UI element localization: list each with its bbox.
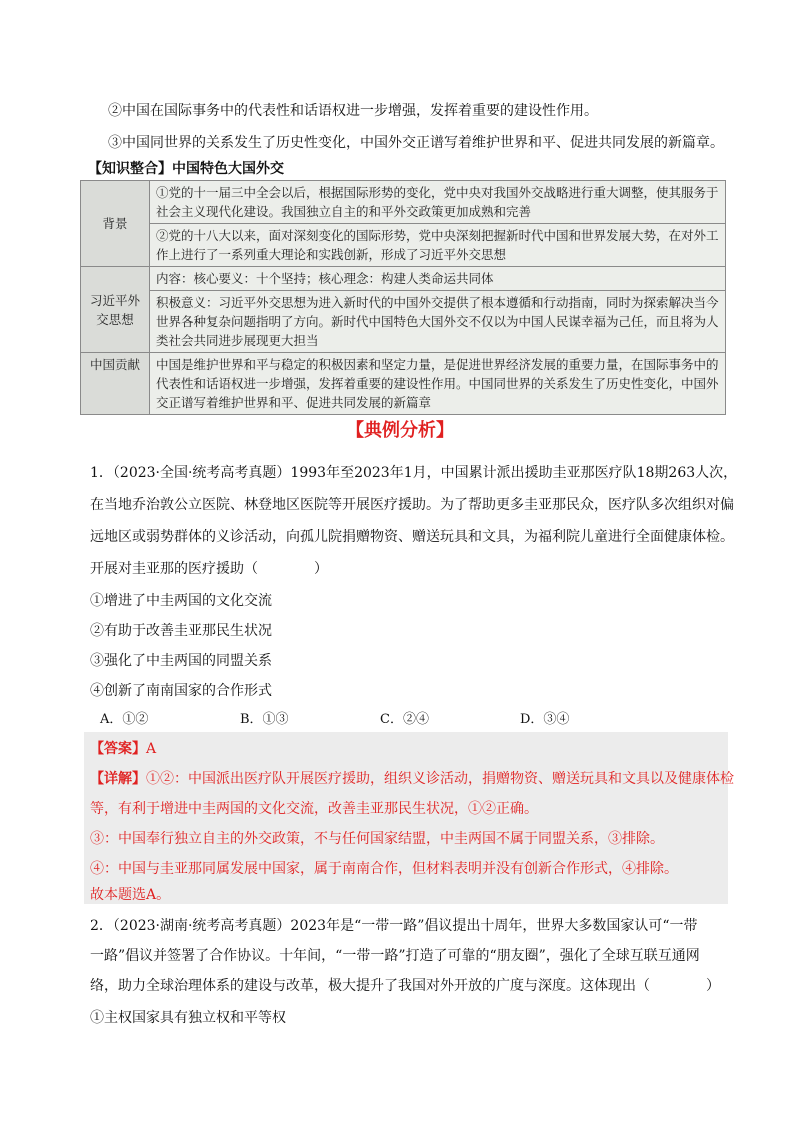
- q2-stem-line: 一路”倡议并签署了合作协议。十年间，“一带一路”打造了可靠的“朋友圈”，强化了全球互联互通网: [90, 948, 700, 964]
- table-cell: 内容：核心要义：十个坚持；核心理念：构建人类命运共同体: [150, 267, 726, 291]
- q2-statement: ①主权国家具有独立权和平等权: [90, 1010, 286, 1026]
- q1-option-d: D．③④: [520, 712, 570, 727]
- q1-stem-line: 远地区或弱势群体的义诊活动，向孤儿院捐赠物资、赠送玩具和文具，为福利院儿童进行全面健康体检。: [90, 529, 734, 545]
- table-row: [81, 291, 726, 353]
- table-row: [81, 267, 726, 291]
- section-title: 【典例分析】: [346, 420, 454, 441]
- knowledge-table: [80, 180, 726, 415]
- detail-text: ①②：中国派出医疗队开展医疗援助，组织义诊活动，捐赠物资、赠送玩具和文具以及健康体检: [146, 771, 734, 787]
- table-cell: 积极意义：习近平外交思想为进入新时代的中国外交提供了根本遵循和行动指南，同时为探索解决当今世界各种复杂问题指明了方向。新时代中国特色大国外交不仅以为中国人民谋幸福为己任，而且将为人类社会共同进步展现更大担当: [150, 291, 726, 353]
- table-row: [81, 353, 726, 415]
- answer-line: [90, 738, 156, 758]
- detail-line: 等，有利于增进中圭两国的文化交流，改善圭亚那民生状况，①②正确。: [90, 801, 538, 817]
- q1-stem-line: 在当地乔治敦公立医院、林登地区医院等开展医疗援助。为了帮助更多圭亚那民众，医疗队多次组织对偏: [90, 497, 734, 513]
- q1-statement: ④创新了南南国家的合作形式: [90, 683, 272, 699]
- table-cell: ②党的十八大以来，面对深刻变化的国际形势，党中央深刻把握新时代中国和世界发展大势，在对外工作上进行了一系列重大理论和实践创新，形成了习近平外交思想: [150, 224, 726, 267]
- table-cell: 中国是维护世界和平与稳定的积极因素和坚定力量，是促进世界经济发展的重要力量，在国际事务中的代表性和话语权进一步增强，发挥着重要的建设性作用。中国同世界的关系发生了历史性变化，中国外交正谱写着维护世界和平、促进共同发展的新篇章: [150, 353, 726, 415]
- q1-statement: ①增进了中圭两国的文化交流: [90, 593, 272, 609]
- table-cell: ①党的十一届三中全会以后，根据国际形势的变化，党中央对我国外交战略进行重大调整，使其服务于社会主义现代化建设。我国独立自主的和平外交政策更加成熟和完善: [150, 181, 726, 224]
- intro-point-3: ③中国同世界的关系发生了历史性变化，中国外交正谱写着维护世界和平、促进共同发展的新篇章。: [108, 135, 724, 151]
- detail-line: [90, 768, 734, 788]
- q1-stem-line: 1．（2023·全国·统考高考真题）1993年至2023年1月，中国累计派出援助圭亚那医疗队18期263人次，: [90, 465, 738, 481]
- answer-value: A: [146, 741, 157, 757]
- q1-option-b: B．①③: [240, 712, 289, 727]
- row-header-contribution: 中国贡献: [81, 353, 150, 415]
- detail-line: ④：中国与圭亚那同属发展中国家，属于南南合作，但材料表明并没有创新合作形式，④排除。: [90, 861, 678, 877]
- answer-label: 【答案】: [90, 741, 146, 757]
- q1-option-a: A．①②: [100, 712, 149, 727]
- q2-stem-line: 络，助力全球治理体系的建设与改革，极大提升了我国对外开放的广度与深度。这体现出（ ）: [90, 978, 720, 994]
- table-row: [81, 181, 726, 224]
- table-row: [81, 224, 726, 267]
- detail-line: ③：中国奉行独立自主的外交政策，不与任何国家结盟，中圭两国不属于同盟关系，③排除。: [90, 831, 664, 847]
- row-header-background: 背景: [81, 181, 150, 267]
- q1-stem-line: 开展对圭亚那的医疗援助（ ）: [90, 561, 328, 577]
- q1-option-c: C．②④: [380, 712, 429, 727]
- knowledge-title: 【知识整合】中国特色大国外交: [88, 161, 284, 177]
- answer-box: [84, 732, 728, 904]
- q1-statement: ②有助于改善圭亚那民生状况: [90, 623, 272, 639]
- intro-point-2: ②中国在国际事务中的代表性和话语权进一步增强，发挥着重要的建设性作用。: [108, 103, 598, 119]
- q1-statement: ③强化了中圭两国的同盟关系: [90, 653, 272, 669]
- q2-stem-line: 2．（2023·湖南·统考高考真题）2023年是“一带一路”倡议提出十周年，世界大多数国家认可“一带: [90, 918, 698, 934]
- detail-conclusion: 故本题选A。: [90, 887, 171, 903]
- row-header-xi-thought: 习近平外交思想: [81, 267, 150, 353]
- detail-label: 【详解】: [90, 771, 146, 787]
